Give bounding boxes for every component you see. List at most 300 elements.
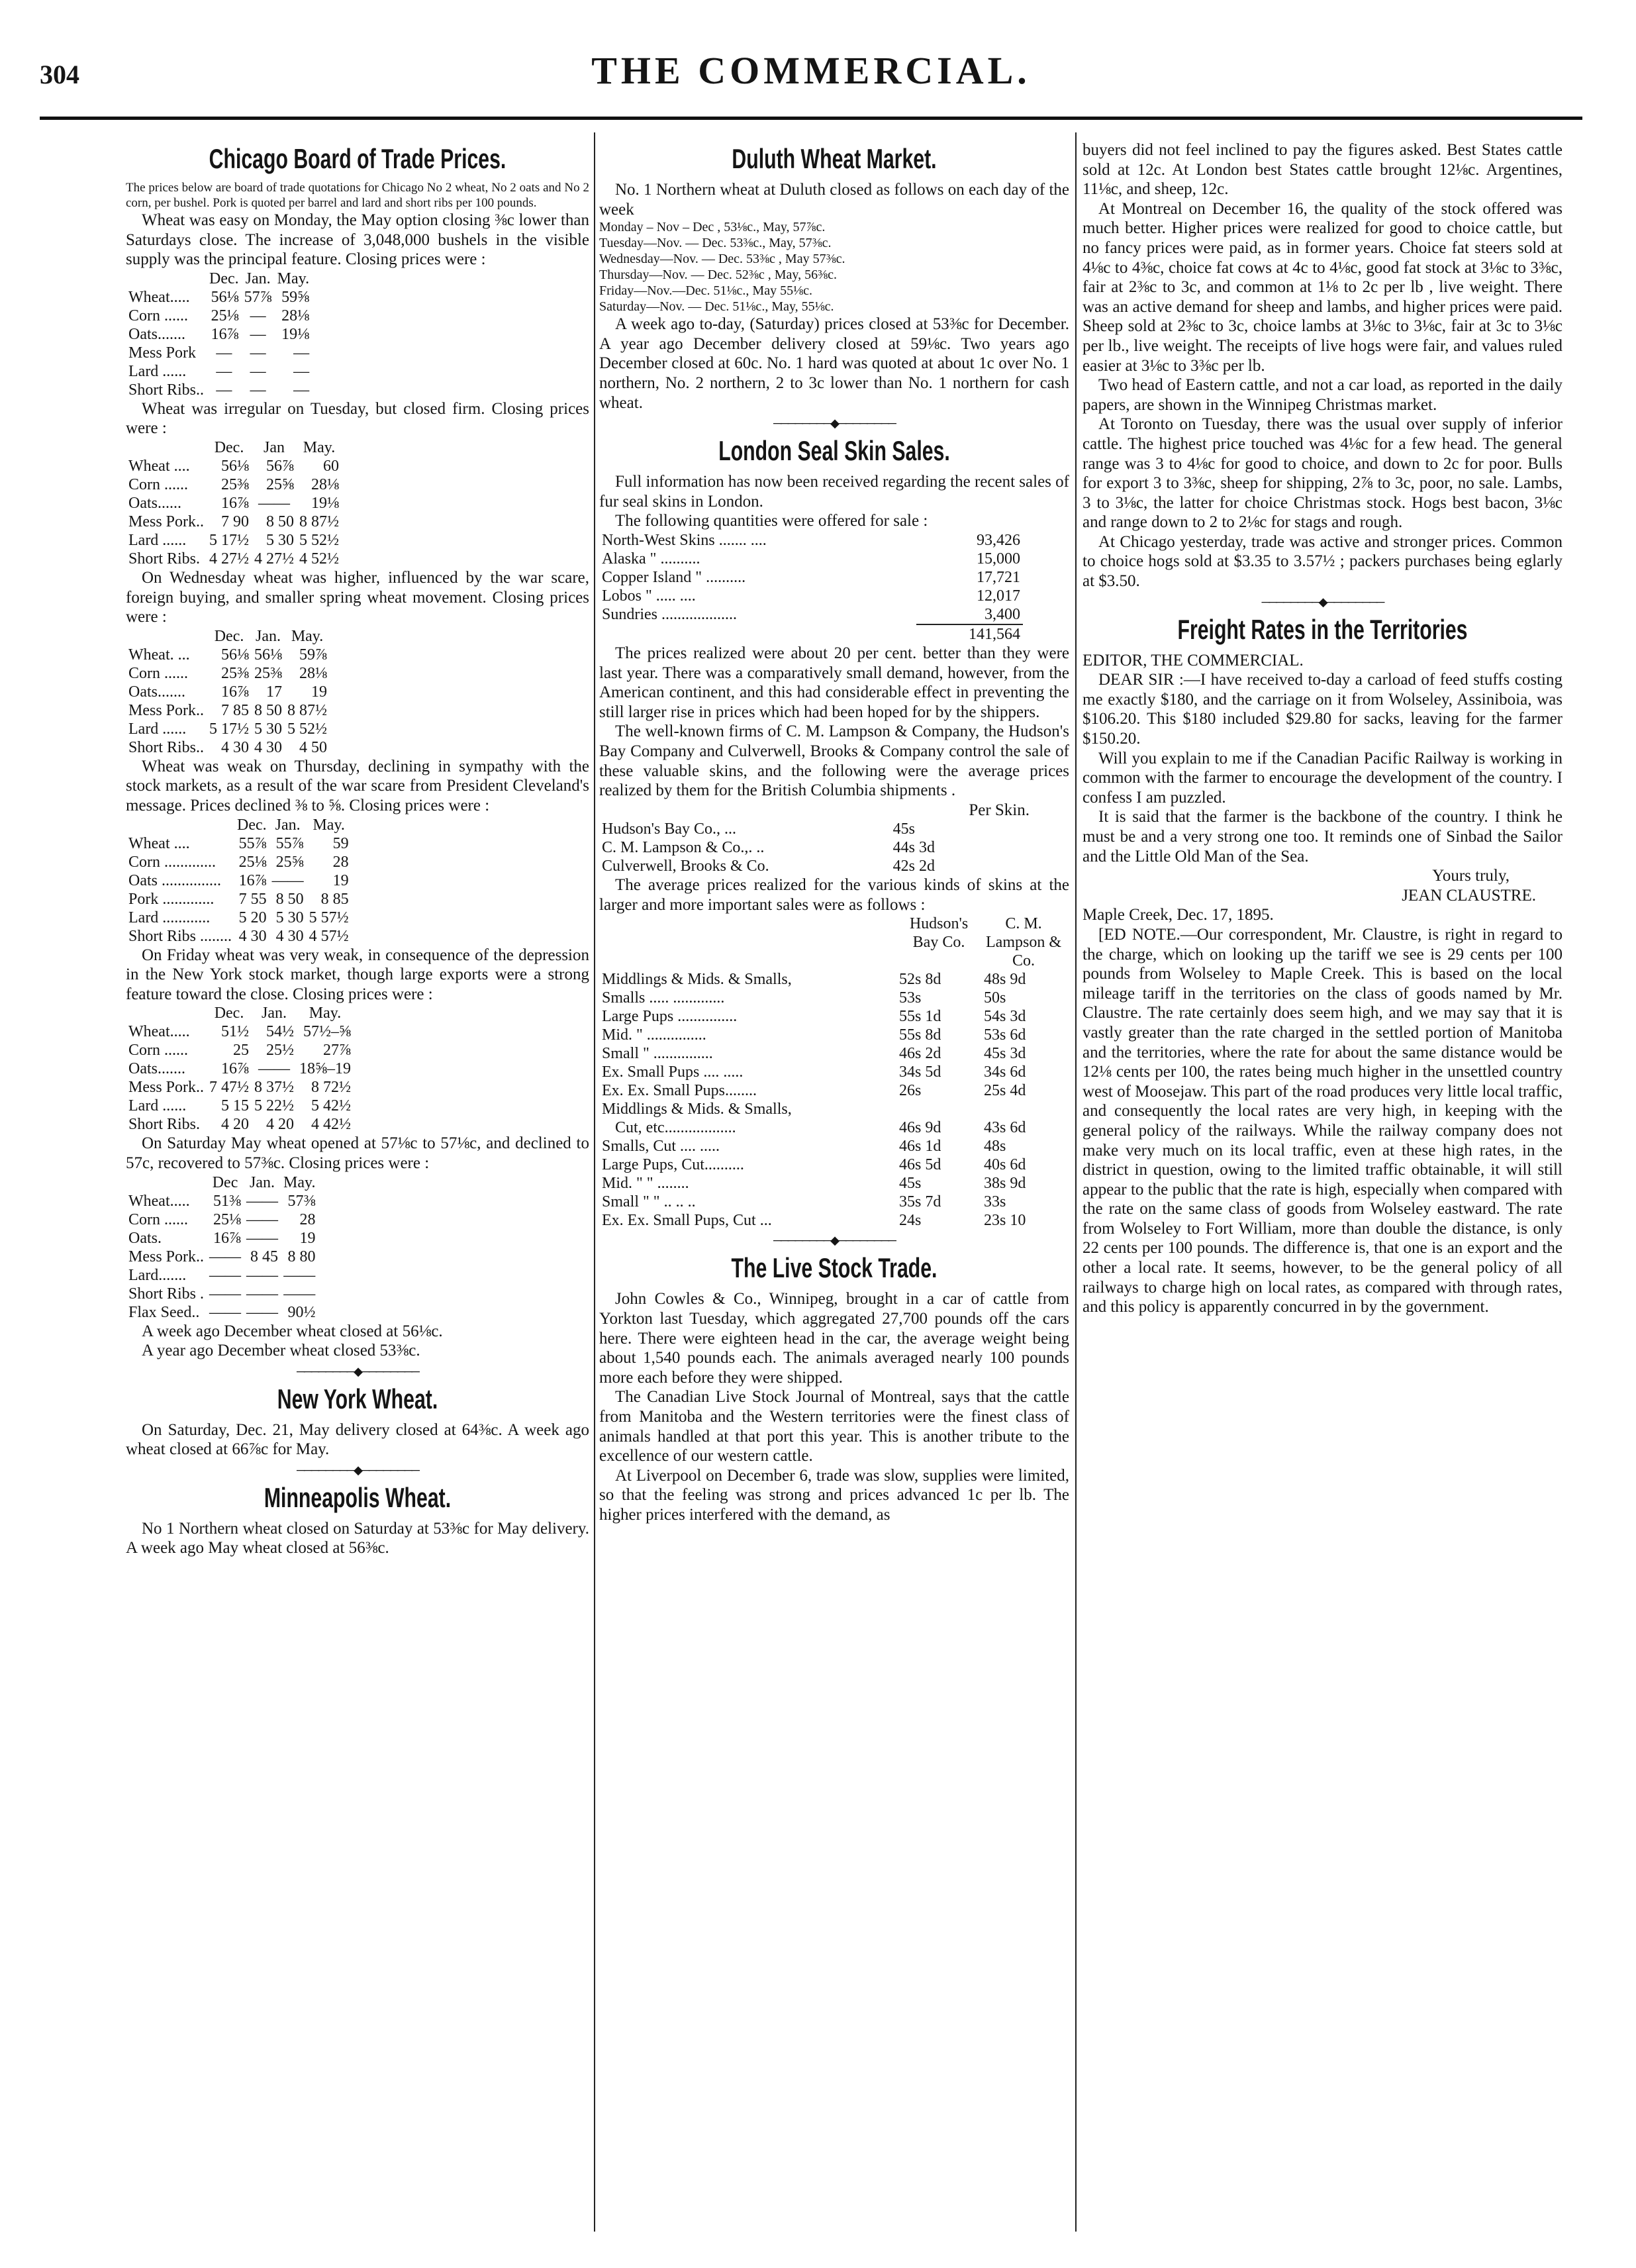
table-cell: Mess Pork.. (128, 701, 205, 719)
table-row (126, 890, 352, 909)
table-cell: 28 (299, 1210, 316, 1228)
table-row (599, 1193, 1066, 1211)
table-cell: 5 52½ (299, 531, 340, 549)
freight-signature: JEAN CLAUSTRE. (1402, 886, 1536, 905)
table-cell: Small " ............... (602, 1045, 713, 1063)
table-cell: 15,000 (977, 550, 1020, 567)
table-row (126, 834, 352, 853)
chicago-heading: Chicago Board of Trade Prices. (209, 143, 506, 174)
table-cell: 4 20 (221, 1116, 250, 1134)
table-cell (599, 914, 1066, 970)
column-1 (126, 140, 589, 2226)
table-cell: — (293, 362, 310, 380)
table-row (599, 989, 1066, 1007)
table-cell: 4 30 (275, 927, 304, 945)
table-cell: Wheat..... (128, 1192, 190, 1210)
column-3 (1083, 140, 1563, 2226)
table-cell: 19⅛ (311, 494, 340, 512)
list-item: Wednesday—Nov. — Dec. 53⅜c , May 57⅜c. (599, 252, 845, 267)
table-cell: 8 80 (287, 1248, 316, 1265)
table-row (599, 1118, 1066, 1137)
table-row (126, 664, 330, 683)
table-cell: 53s (899, 989, 922, 1007)
table-cell: Lard ...... (128, 1097, 187, 1115)
freight-closing: Yours truly, (1432, 867, 1510, 885)
livestock-p2: The Canadian Live Stock Journal of Montreal, says that the cattle from Manitoba and the Western territories were the finest class of animals handled at that port this year. This is another tribute to the excellence of our western cattle. (599, 1388, 1069, 1465)
table-cell: 56⅛ (211, 288, 239, 306)
section-divider (1083, 595, 1563, 609)
table-cell: 93,426 (977, 531, 1020, 549)
table-cell: Smalls ..... ............. (602, 989, 725, 1007)
table-cell: Mess Pork.. (128, 1079, 205, 1097)
table-header: Jan. (262, 1005, 287, 1022)
table-row (599, 970, 1066, 989)
table-header (126, 816, 234, 834)
table-row (126, 927, 352, 946)
table-cell: — (250, 307, 266, 324)
table-cell: Corn ...... (128, 307, 188, 324)
table-header (126, 627, 207, 646)
table-cell: 59⅝ (281, 288, 310, 306)
table-header: May. (277, 270, 310, 287)
table-row (126, 513, 342, 531)
table-cell: 46s 1d (899, 1138, 941, 1156)
table-cell (599, 624, 916, 644)
table-cell: Middlings & Mids. & Smalls, (602, 971, 792, 989)
table-cell: Wheat .... (128, 834, 190, 852)
table-cell: — (250, 344, 266, 362)
table-cell: 5 52½ (287, 720, 328, 738)
table-cell: 34s 6d (984, 1063, 1026, 1081)
table-row (126, 1022, 354, 1041)
table-header: Dec. (214, 1005, 244, 1022)
table-cell: —— (246, 1285, 279, 1303)
seal-p2: The following quantities were offered for sale : (615, 512, 928, 530)
table-cell (126, 270, 312, 288)
table-cell: Oats. (128, 1229, 162, 1247)
table-cell: Ex. Small Pups .... ..... (602, 1063, 744, 1081)
table-row (126, 288, 312, 307)
table-cell: 19 (332, 871, 349, 889)
table-cell: 25⅛ (213, 1210, 242, 1228)
table-cell: 5 30 (275, 909, 304, 926)
table-cell: 35s 7d (899, 1193, 941, 1211)
page-number: 304 (40, 60, 79, 89)
table-cell: 8 50 (266, 513, 295, 530)
list-item: Friday—Nov.—Dec. 51⅛c., May 55⅛c. (599, 283, 812, 299)
table-row (126, 1192, 318, 1210)
table-cell: 25⅛ (238, 853, 267, 871)
chicago-thursday-table (126, 816, 352, 946)
chicago-tuesday-text: Wheat was irregular on Tuesday, but closed firm. Closing prices were : (126, 399, 589, 438)
table-cell: — (216, 344, 232, 362)
table-row (126, 853, 352, 871)
newyork-text: On Saturday, Dec. 21, May delivery closed at 64⅜c. A week ago wheat closed at 66⅞c for May. (126, 1420, 589, 1459)
column-2 (599, 140, 1069, 2226)
freight-editor-note: [ED NOTE.—Our correspondent, Mr. Claustre, is right in regard to the charge, which on looking up the tariff we see is 29 cents per 100 pounds from Wolseley to Maple Creek. This is based on the local mileage tariff in the territories on the class of goods named by Mr. Claustre. The rate certainly does seem high, and we may say that it is vastly greater than the rate charged in the settled portion of Manitoba and the territories, where the rate for about the same distance would be 12⅛ cents per 100, the rates being much higher in the unsettled country west of Moosejaw. This part of the road produces very little local traffic, and consequently the local rates are very high, in keeping with the general policy of the railways. While the railway company does not make very much on its local traffic, even at these high rates, in the district in question, owing to the limited traffic obtainable, it will still appear to the public that the rate is high, especially when compared with the rate on the same class of goods from Wolseley eastward. The rate from Wolseley to Fort William, more than double the distance, is only 22 cents per 100 pounds. The difference is, that one is an export and the other a local rate. It seems, however, to be the general policy of all railways to charge high on local rates, as compared with through rates, and this policy is apparently concurred in by the government. (1083, 925, 1563, 1316)
seal-heading: London Seal Skin Sales. (718, 435, 950, 467)
table-cell: Hudson's Bay Co., ... (602, 820, 737, 838)
table-cell: Pork ............. (128, 890, 215, 908)
table-cell: 19 (299, 1229, 316, 1247)
table-cell: 8 87½ (287, 701, 328, 719)
minneapolis-heading: Minneapolis Wheat. (264, 1481, 452, 1513)
table-cell: Lard ...... (128, 362, 187, 380)
table-cell: 5 20 (238, 909, 267, 926)
table-cell (981, 1100, 1066, 1118)
table-cell: Lobos " ..... .... (602, 587, 696, 605)
table-header: May. (283, 1173, 316, 1191)
table-cell: 18⅝–19 (299, 1060, 352, 1078)
table-cell: — (216, 381, 232, 399)
table-header (599, 914, 896, 970)
table-cell: 44s 3d (892, 839, 935, 857)
table-cell (126, 1173, 318, 1192)
table-row (599, 1026, 1066, 1044)
table-cell: Small " " .. .. .. (602, 1193, 696, 1211)
livestock-p1: John Cowles & Co., Winnipeg, brought in a car of cattle from Yorkton last Tuesday, which aggregated 27,700 pounds off the cars here. There were eighteen head in the car, the average weight being about 1,540 pounds each. The animals averaged nearly 100 pounds more each before they were shipped. (599, 1290, 1069, 1387)
table-cell: 4 57½ (309, 927, 349, 945)
table-cell: 7 90 (221, 513, 250, 530)
table-cell: Ex. Ex. Small Pups, Cut ... (602, 1212, 772, 1230)
chicago-monday-table (126, 270, 312, 399)
table-cell: 45s 3d (984, 1045, 1026, 1063)
table-cell: Wheat .... (128, 457, 190, 475)
table-row (599, 587, 1023, 605)
table-row (599, 568, 1023, 587)
table-header (126, 438, 207, 457)
chicago-wednesday-text: On Wednesday wheat was higher, influenced by the war scare, foreign buying, and smaller spring wheat movement. Closing prices were : (126, 568, 589, 626)
section-divider (599, 1234, 1069, 1247)
table-cell: Oats....... (128, 325, 185, 343)
table-cell: —— (246, 1229, 279, 1247)
table-row (599, 838, 970, 857)
table-header: Jan. (245, 270, 271, 287)
table-header: Dec. (214, 438, 244, 456)
table-cell: 57⅞ (244, 288, 272, 306)
table-cell: 8 85 (320, 890, 349, 908)
table-cell: 16⅞ (221, 1060, 250, 1078)
table-header: May. (309, 1005, 342, 1022)
table-cell: 28⅛ (311, 475, 340, 493)
table-cell: — (250, 325, 266, 343)
table-header: Hudson's Bay Co. (909, 915, 969, 952)
table-cell: Lard ...... (128, 531, 187, 549)
table-cell: 25⅛ (211, 307, 239, 324)
chicago-saturday-text: On Saturday May wheat opened at 57⅛c to 57⅛c, and declined to 57c, recovered to 57⅜c. Closing prices were : (126, 1134, 589, 1172)
table-header: Jan. (256, 627, 281, 645)
table-cell: 8 37½ (254, 1079, 295, 1097)
table-cell: 59⅞ (299, 646, 328, 664)
chicago-week-ago: A week ago December wheat closed at 56⅛c. (142, 1322, 443, 1340)
table-cell: 16⅞ (221, 683, 250, 701)
table-row (599, 820, 970, 838)
freight-salutation: EDITOR, THE COMMERCIAL. (1083, 651, 1304, 669)
livestock-toronto: At Toronto on Tuesday, there was the usual over supply of inferior cattle. The highest price touched was 4⅛c for a few head. The general range was 3 to 4⅛c for good to choice, and down to 2c for poor. Bulls for export 3 to 3⅜c, sheep for shipping, 2⅞ to 3c, poor, no sale. Lambs, 3 to 3⅛c, the latter for choice Christmas stock. Hogs best bacon, 3⅛c and range down to 2 to 2⅛c for stags and rough. (1083, 415, 1563, 532)
table-cell: 34s 5d (899, 1063, 941, 1081)
table-cell: 19⅛ (281, 325, 310, 343)
table-cell: 56⅛ (221, 646, 250, 664)
table-row (599, 531, 1023, 550)
table-row (599, 550, 1023, 568)
table-cell: —— (246, 1303, 279, 1321)
table-cell: 51⅜ (213, 1192, 242, 1210)
table-row (126, 720, 330, 738)
table-cell: Corn ...... (128, 1210, 188, 1228)
table-row (126, 475, 342, 494)
table-cell: Large Pups, Cut.......... (602, 1156, 744, 1174)
table-row (126, 325, 312, 344)
table-cell: 4 30 (238, 927, 267, 945)
table-row (599, 605, 1023, 624)
livestock-eastern: Two head of Eastern cattle, and not a car load, as reported in the daily papers, are shown in the Winnipeg Christmas market. (1083, 376, 1563, 414)
table-cell: Short Ribs. (128, 550, 201, 567)
table-row (126, 1229, 318, 1248)
seal-p3: The prices realized were about 20 per cent. better than they were last year. There was a comparatively small demand, however, from the American continent, and this had considerable effect in preventing the still larger rise in prices which had been hoped for by the shippers. (599, 644, 1069, 721)
table-cell: 16⅞ (238, 871, 267, 889)
seal-per-skin-table (599, 820, 970, 875)
seal-offered-table (599, 531, 1023, 644)
table-row (126, 909, 352, 927)
table-cell: 5 42½ (311, 1097, 352, 1115)
table-cell (126, 438, 342, 457)
chicago-thursday-text: Wheat was weak on Thursday, declining in sympathy with the stock markets, as a result of the war scare from President Cleveland's message. Prices declined ⅜ to ⅝. Closing prices were : (126, 757, 589, 814)
table-cell: 53s 6d (984, 1026, 1026, 1044)
table-row (126, 494, 342, 513)
table-header: Dec. (237, 816, 267, 834)
table-cell: 8 72½ (311, 1079, 352, 1097)
table-row (126, 550, 342, 568)
table-cell: Oats ............... (128, 871, 221, 889)
table-row (599, 1137, 1066, 1156)
table-row (126, 871, 352, 890)
chicago-wednesday-table (126, 627, 330, 757)
table-cell: 25⅝ (275, 853, 304, 871)
table-cell: Culverwell, Brooks & Co. (602, 858, 769, 875)
minneapolis-text: No 1 Northern wheat closed on Saturday at 53⅜c for May delivery. A week ago May wheat closed at 56⅜c. (126, 1519, 589, 1557)
table-cell: Mess Pork.. (128, 1248, 205, 1265)
table-cell: 28⅛ (281, 307, 310, 324)
newspaper-title: THE COMMERCIAL. (591, 49, 1031, 92)
table-cell: Corn ...... (128, 1042, 188, 1060)
duluth-day-list (599, 219, 1069, 315)
table-row (599, 1081, 1066, 1100)
masthead (40, 49, 1582, 107)
table-cell: 17 (266, 683, 283, 701)
table-row (126, 646, 330, 664)
table-cell: Lard ............ (128, 909, 211, 926)
duluth-intro: No. 1 Northern wheat at Duluth closed as follows on each day of the week (599, 181, 1069, 219)
table-cell: 8 87½ (299, 513, 340, 530)
table-cell: — (293, 344, 310, 362)
masthead-rule (40, 117, 1582, 120)
table-cell: 45s (899, 1175, 922, 1193)
table-cell (126, 627, 330, 646)
table-row (126, 1266, 318, 1285)
table-cell: Wheat..... (128, 288, 190, 306)
table-cell: 38s 9d (984, 1175, 1026, 1193)
table-cell: —— (258, 494, 291, 512)
table-cell: 5 17½ (209, 720, 250, 738)
table-cell: —— (209, 1266, 242, 1284)
table-cell: 25⅜ (254, 664, 283, 682)
table-cell: 51½ (221, 1023, 250, 1041)
table-cell: Large Pups ............... (602, 1008, 738, 1026)
chicago-friday-table (126, 1004, 354, 1134)
table-cell: 16⅞ (213, 1229, 242, 1247)
table-cell: Cut, etc.................. (615, 1119, 736, 1137)
table-cell: 7 85 (221, 701, 250, 719)
table-row (599, 1007, 1066, 1026)
seal-p4: The well-known firms of C. M. Lampson & Company, the Hudson's Bay Company and Culverwell, Brooks & Company control the sale of these valuable skins, and the following were the average prices realized by them for the British Columbia shipments . (599, 722, 1069, 800)
table-cell: 25⅜ (221, 664, 250, 682)
table-cell: Lard....... (128, 1266, 187, 1284)
table-cell: 33s (984, 1193, 1006, 1211)
table-row (126, 683, 330, 701)
table-cell: 5 22½ (254, 1097, 295, 1115)
table-cell: 25½ (266, 1042, 295, 1060)
table-cell: Short Ribs . (128, 1285, 205, 1303)
table-cell: Oats....... (128, 1060, 185, 1078)
table-cell: 48s 9d (984, 971, 1026, 989)
table-row (126, 531, 342, 550)
table-cell: 28⅛ (299, 664, 328, 682)
table-row (126, 1285, 318, 1303)
chicago-tuesday-table (126, 438, 342, 568)
table-cell: Oats...... (128, 494, 181, 512)
table-cell: 55s 8d (899, 1026, 941, 1044)
table-header: Dec. (214, 627, 244, 645)
table-row (599, 1044, 1066, 1063)
table-cell: Smalls, Cut .... ..... (602, 1138, 720, 1156)
table-cell: 25 (233, 1042, 250, 1060)
table-cell: 50s (984, 989, 1006, 1007)
table-header: May. (291, 627, 324, 645)
table-row (126, 1060, 354, 1078)
table-row (599, 624, 1023, 644)
table-cell: 17,721 (977, 568, 1020, 586)
table-cell: 8 45 (250, 1248, 279, 1265)
table-header: Dec (212, 1173, 238, 1191)
table-cell: 45s (892, 820, 915, 838)
table-cell: 8 50 (275, 890, 304, 908)
table-cell: 25⅜ (221, 475, 250, 493)
table-cell: Wheat. ... (128, 646, 190, 664)
chicago-friday-text: On Friday wheat was very weak, in consequence of the depression in the New York stock market, though large exports were a strong feature toward the close. Closing prices were : (126, 946, 589, 1003)
table-row (126, 738, 330, 757)
table-cell: Mess Pork.. (128, 513, 205, 530)
table-header: Dec. (209, 270, 239, 287)
table-row (126, 344, 312, 362)
seal-p5: The average prices realized for the various kinds of skins at the larger and more important sales were as follows : (599, 876, 1069, 914)
table-row (126, 1210, 318, 1229)
table-row (599, 1100, 1066, 1118)
table-cell: Corn ............. (128, 853, 216, 871)
table-row (126, 381, 312, 399)
table-cell: Ex. Ex. Small Pups........ (602, 1082, 757, 1100)
list-item: Tuesday—Nov. — Dec. 53⅜c., May, 57⅜c. (599, 236, 832, 251)
table-cell: Oats....... (128, 683, 185, 701)
table-cell: 54s 3d (984, 1008, 1026, 1026)
freight-p3: It is said that the farmer is the backbone of the country. I think he must be and a very strong one too. It reminds one of Sinbad the Sailor and the Little Old Man of the Sea. (1083, 808, 1563, 865)
table-cell: 3,400 (985, 605, 1020, 623)
section-divider (126, 1365, 589, 1378)
table-cell: C. M. Lampson & Co.,. .. (602, 839, 765, 857)
table-header: Jan. (250, 1173, 275, 1191)
table-cell: 5 57½ (309, 909, 349, 926)
table-cell: —— (283, 1266, 316, 1284)
table-cell: — (250, 362, 266, 380)
table-cell: 5 30 (266, 531, 295, 549)
table-cell: 5 17½ (209, 531, 250, 549)
table-header: Jan (264, 438, 285, 456)
table-cell: Short Ribs. (128, 1116, 201, 1134)
livestock-montreal: At Montreal on December 16, the quality of the stock offered was much better. Higher prices were realized for good to choice cattle, but no fancy prices were paid, as in former years. Choice fat steers sold at 4⅛c to 4⅜c, choice fat cows at 4c to 4⅛c, good fat stock at 3⅛c to 3⅜c, fair at 2⅜c to 3c, and common at 1⅛ to 2c per lb , live weight. There was an active demand for sheep and lambs, and higher prices were paid. Sheep sold at 2⅜c to 3c, choice lambs at 3⅛c to 3⅛c, fair at 3c to 3⅛c per lb., live weight. The receipts of live hogs were fair, and values ruled easier at 3⅛c to 3⅜c per lb. (1083, 199, 1563, 375)
table-row (126, 1078, 354, 1097)
table-row (126, 1248, 318, 1266)
per-skin-label: Per Skin. (969, 801, 1030, 819)
table-cell: 56⅛ (254, 646, 283, 664)
table-cell: 7 47½ (209, 1079, 250, 1097)
freight-p1: DEAR SIR :—I have received to-day a carload of feed stuffs costing me exactly $180, and the carriage on it from Wolseley, Assiniboia, was $106.20. This $180 included $29.80 for sacks, leaving for the farmer $150.20. (1083, 671, 1563, 748)
table-cell: 8 50 (254, 701, 283, 719)
table-cell: 4 30 (221, 738, 250, 756)
table-cell: 5 30 (254, 720, 283, 738)
table-cell: Short Ribs ........ (128, 927, 232, 945)
table-cell: —— (246, 1192, 279, 1210)
table-cell: 28 (332, 853, 349, 871)
table-cell: Mess Pork (128, 344, 197, 362)
table-header (126, 1004, 207, 1022)
table-cell: — (250, 381, 266, 399)
seal-total: 141,564 (916, 624, 1023, 644)
table-cell: 42s 2d (892, 858, 935, 875)
table-cell: 7 55 (238, 890, 267, 908)
table-cell (126, 1004, 354, 1022)
table-cell: 57⅜ (287, 1192, 316, 1210)
table-cell: 46s 2d (899, 1045, 941, 1063)
table-cell: 24s (899, 1212, 922, 1230)
column-separator (1075, 132, 1077, 2232)
chicago-saturday-table (126, 1173, 318, 1322)
table-row (126, 1303, 318, 1322)
table-cell: Sundries ................... (602, 605, 737, 623)
table-cell: —— (283, 1285, 316, 1303)
table-row (126, 307, 312, 325)
livestock-heading: The Live Stock Trade. (731, 1252, 938, 1284)
table-cell: Middlings & Mids. & Smalls, (602, 1101, 792, 1118)
column-separator (594, 132, 595, 2232)
table-cell (896, 1100, 981, 1118)
livestock-continued: buyers did not feel inclined to pay the figures asked. Best States cattle sold at 12c. At London best States cattle brought 12⅛c. Argentines, 11⅛c, and sheep, 12c. (1083, 141, 1563, 199)
table-row (126, 1097, 354, 1115)
duluth-heading: Duluth Wheat Market. (732, 143, 937, 174)
table-row (126, 701, 330, 720)
table-cell: Alaska " .......... (602, 550, 700, 567)
table-cell: 48s (984, 1138, 1006, 1156)
table-cell: 59 (332, 834, 349, 852)
table-row (599, 1174, 1066, 1193)
table-row (599, 1156, 1066, 1174)
table-cell: 56⅛ (221, 457, 250, 475)
table-cell: 16⅞ (221, 494, 250, 512)
table-cell: 43s 6d (984, 1119, 1026, 1137)
table-cell: 90½ (287, 1303, 316, 1321)
table-header: C. M. Lampson & Co. (986, 915, 1061, 970)
table-cell: 23s 10 (984, 1212, 1026, 1230)
table-cell: Mid. " ............... (602, 1026, 706, 1044)
table-row (126, 1115, 354, 1134)
